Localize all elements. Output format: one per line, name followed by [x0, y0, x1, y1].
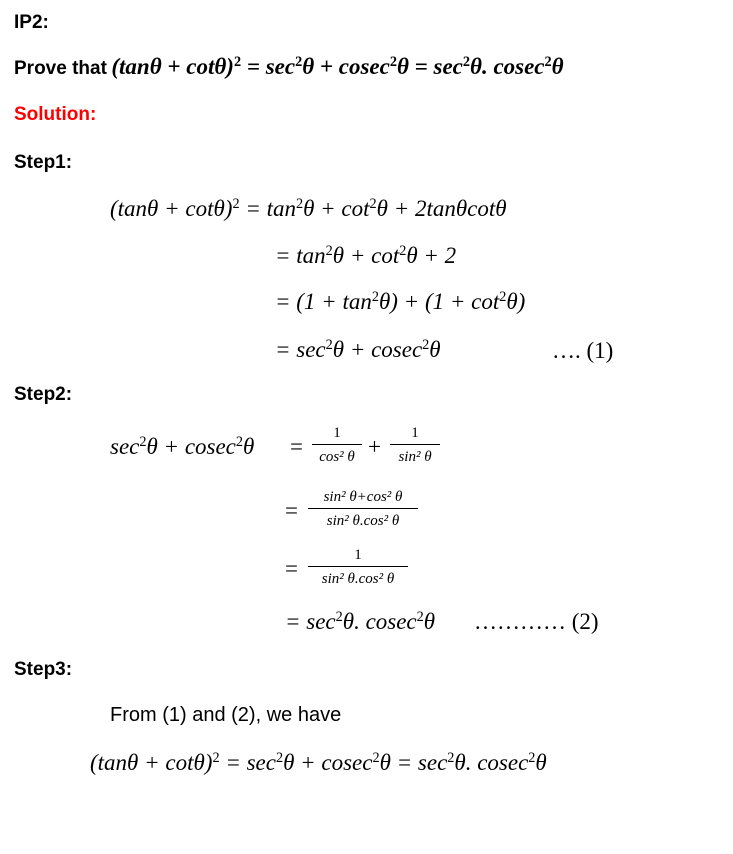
step3-from-text: From (1) and (2), we have: [110, 704, 342, 726]
fraction-sum-over-product: sin² θ+cos² θ sin² θ.cos² θ: [308, 488, 418, 530]
step1-line3: = $(1 + \tan^2\theta) + (1 + \cot^2\theta)$: [275, 289, 526, 314]
fraction-one-over-cos2: 1 cos² θ: [312, 424, 362, 466]
step2-equals-3: =: [285, 556, 298, 581]
step1-line4: = $\sec^2\theta + cosec^2\theta$: [275, 337, 441, 362]
step2-plus: +: [368, 434, 381, 459]
step2-line4: = $\sec^2\theta$. cosec$^2$θ: [285, 609, 436, 634]
step3-final: $(\tan\theta + \cot\theta)^2 = \sec^2\theta + cosec^2\theta = \sec^2\theta$. cosec$^2$θ: [90, 750, 547, 775]
problem-id: IP2:: [14, 12, 49, 33]
step2-equals-2: =: [285, 498, 298, 523]
prove-prefix: Prove that: [14, 58, 107, 79]
step2-equals-1: =: [290, 434, 303, 459]
step1-line1: $(\tan\theta + \cot\theta)^2 = \tan^2\theta + \cot^2\theta + 2\tan\theta\cot\theta$: [110, 196, 507, 221]
step3-label: Step3:: [14, 659, 73, 680]
statement-math: $(\tan\theta + \cot\theta)^2 = \sec^2\theta + cosec^2\theta = \sec^2\theta$. cosec$^2$θ: [111, 54, 564, 79]
equation-ref-1: …. (1): [552, 338, 614, 363]
step2-lhs: $\sec^2\theta + cosec^2\theta$: [110, 434, 255, 459]
step1-label: Step1:: [14, 152, 73, 173]
problem-statement: [14, 54, 564, 80]
equation-ref-2: ………… (2): [474, 609, 599, 634]
solution-label: Solution:: [14, 104, 97, 125]
fraction-one-over-sin2: 1 sin² θ: [390, 424, 440, 466]
step2-label: Step2:: [14, 384, 73, 405]
step1-line2: = $\tan^2\theta + \cot^2\theta + 2$: [275, 243, 457, 268]
fraction-one-over-product: 1 sin² θ.cos² θ: [308, 546, 408, 588]
